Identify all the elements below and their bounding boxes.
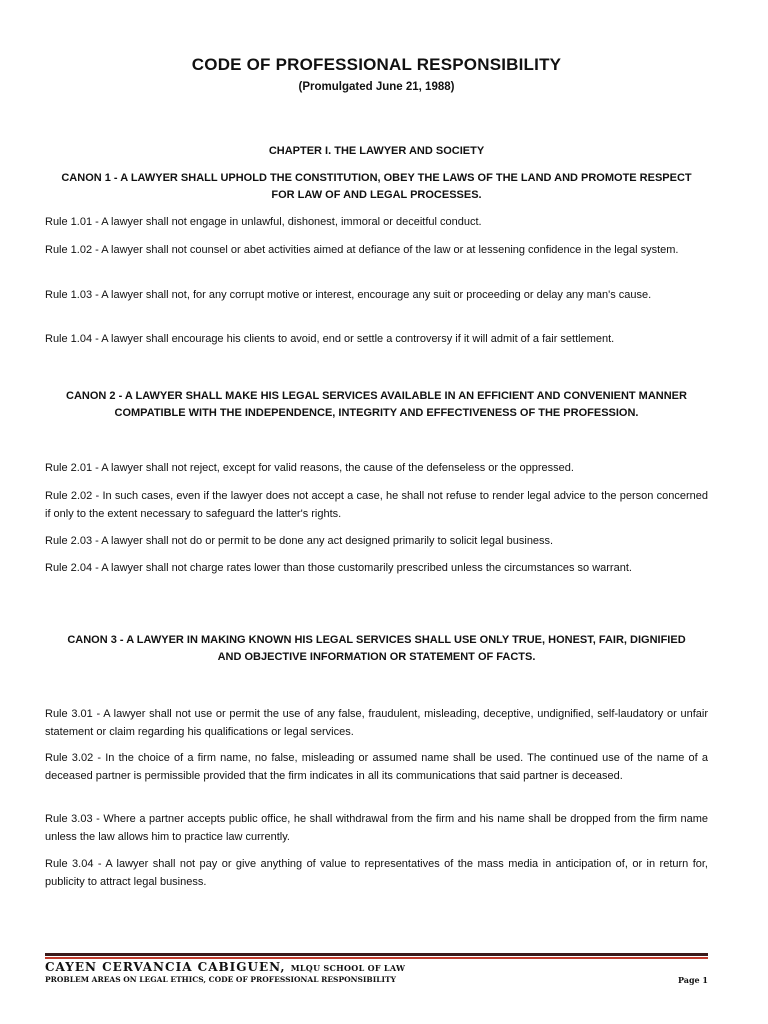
rule-2-01: Rule 2.01 - A lawyer shall not reject, except for valid reasons, the cause of the defenseless or the oppressed.	[45, 462, 574, 474]
footer-author-name: CAYEN CERVANCIA CABIGUEN,	[45, 960, 286, 974]
canon-2-line-1: CANON 2 - A LAWYER SHALL MAKE HIS LEGAL SERVICES AVAILABLE IN AN EFFICIENT AND CONVENIENT MANNER	[66, 390, 687, 402]
rule-1-02: Rule 1.02 - A lawyer shall not counsel or abet activities aimed at defiance of the law or at lessening confidence in the legal system.	[45, 244, 679, 256]
document-subtitle: (Promulgated June 21, 1988)	[298, 81, 455, 93]
canon-1-line-2: FOR LAW OF AND LEGAL PROCESSES.	[271, 189, 482, 201]
canon-1-line-1: CANON 1 - A LAWYER SHALL UPHOLD THE CONSTITUTION, OBEY THE LAWS OF THE LAND AND PROMOTE RESPECT	[61, 172, 692, 184]
footer-divider	[45, 953, 708, 959]
rule-3-04: Rule 3.04 - A lawyer shall not pay or give anything of value to representatives of the mass media in anticipation of, or in return for, publicity to attract legal business.	[45, 858, 708, 888]
rule-1-04: Rule 1.04 - A lawyer shall encourage his clients to avoid, end or settle a controversy if it will admit of a fair settlement.	[45, 333, 615, 345]
rule-1-03: Rule 1.03 - A lawyer shall not, for any corrupt motive or interest, encourage any suit or proceeding or delay any man's cause.	[45, 289, 652, 301]
document-page	[45, 0, 708, 1024]
canon-2-heading	[45, 388, 708, 422]
canon-3-line-1: CANON 3 - A LAWYER IN MAKING KNOWN HIS LEGAL SERVICES SHALL USE ONLY TRUE, HONEST, FAIR, DIGNIFIED	[67, 634, 686, 646]
footer-divider-dark	[45, 953, 708, 956]
page-number: Page 1	[677, 975, 708, 985]
canon-3-line-2: AND OBJECTIVE INFORMATION OR STATEMENT OF FACTS.	[217, 651, 536, 663]
chapter-heading: CHAPTER I. THE LAWYER AND SOCIETY	[268, 145, 485, 157]
rule-2-04: Rule 2.04 - A lawyer shall not charge rates lower than those customarily prescribed unless the circumstances so warrant.	[45, 562, 632, 574]
footer-divider-red	[45, 957, 708, 959]
document-title: CODE OF PROFESSIONAL RESPONSIBILITY	[191, 55, 562, 74]
rule-3-03: Rule 3.03 - Where a partner accepts public office, he shall withdrawal from the firm and his name shall be dropped from the firm name unless the law allows him to practice law currently.	[45, 813, 708, 843]
footer-subtitle: PROBLEM AREAS ON LEGAL ETHICS, CODE OF PROFESSIONAL RESPONSIBILITY	[45, 975, 396, 984]
canon-1-heading	[45, 170, 708, 204]
rule-3-01: Rule 3.01 - A lawyer shall not use or permit the use of any false, fraudulent, misleading, deceptive, undignified, self-laudatory or unfair statement or claim regarding his qualifications or legal services.	[45, 708, 708, 738]
canon-2-line-2: COMPATIBLE WITH THE INDEPENDENCE, INTEGRITY AND EFFECTIVENESS OF THE PROFESSION.	[114, 407, 639, 419]
rule-2-02: Rule 2.02 - In such cases, even if the lawyer does not accept a case, he shall not refuse to render legal advice to the person concerned if only to the extent necessary to safeguard the latter's rights.	[45, 490, 708, 520]
canon-3-heading	[45, 632, 708, 666]
footer-author	[45, 960, 405, 974]
rule-2-03: Rule 2.03 - A lawyer shall not do or permit to be done any act designed primarily to solicit legal business.	[45, 535, 554, 547]
footer-school: MLQU SCHOOL OF LAW	[290, 963, 406, 973]
rule-3-02: Rule 3.02 - In the choice of a firm name, no false, misleading or assumed name shall be used. The continued use of the name of a deceased partner is permissible provided that the firm indicates in all its communications that said partner is deceased.	[45, 752, 708, 782]
rule-1-01: Rule 1.01 - A lawyer shall not engage in unlawful, dishonest, immoral or deceitful conduct.	[45, 216, 482, 228]
